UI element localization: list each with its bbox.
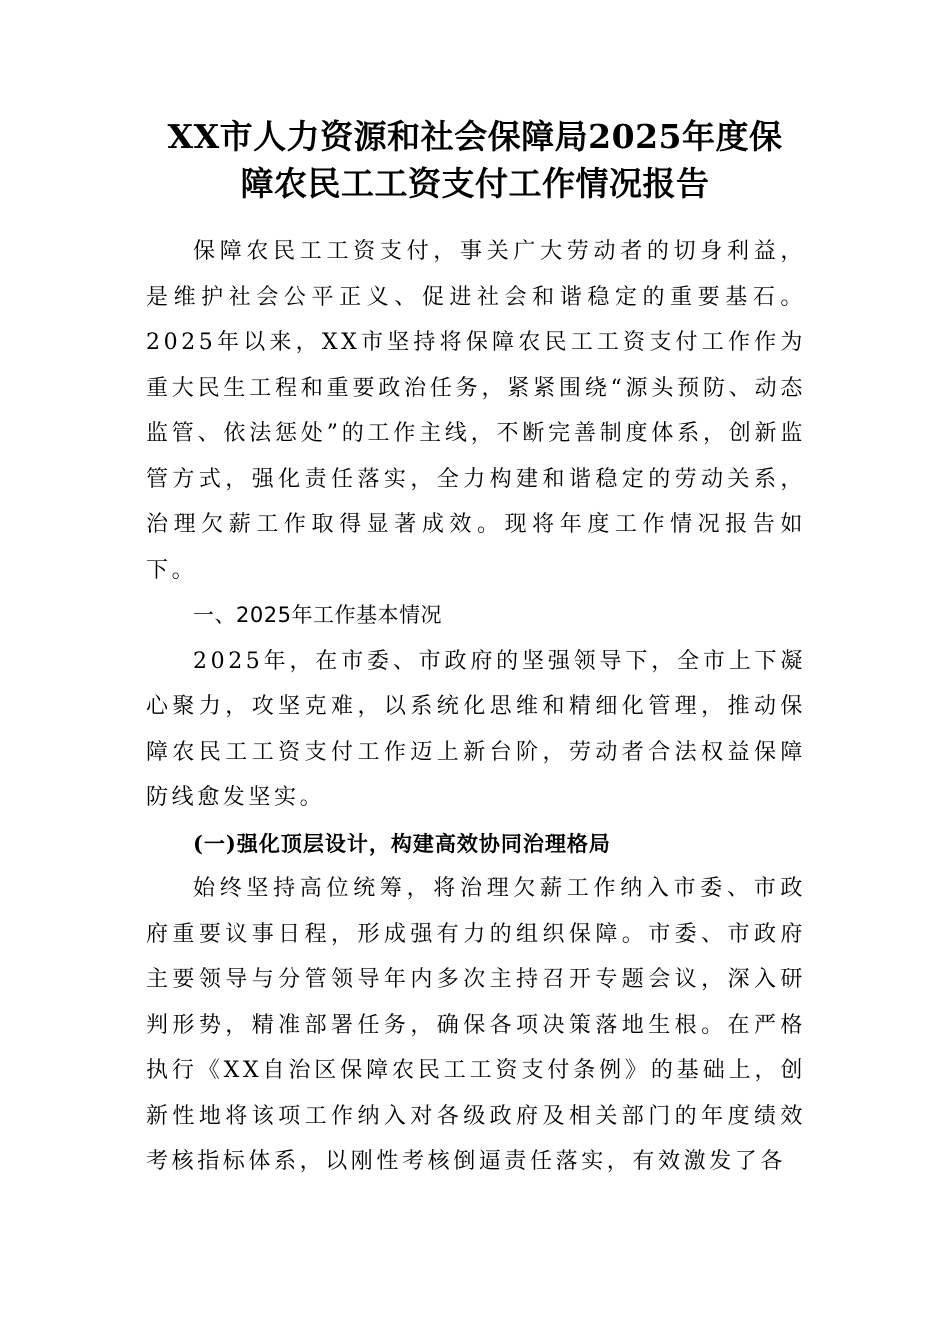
subsection-1-paragraph: 始终坚持高位统筹，将治理欠薪工作纳入市委、市政府重要议事日程，形成强有力的组织保障。市委、市政府主要领导与分管领导年内多次主持召开专题会议，深入研判形势，精准部署任务，确保各项决策落地生根。在严格执行《XX自治区保障农民工工资支付条例》的基础上，创新性地将该项工作纳入对各级政府及相关部门的年度绩效考核指标体系，以刚性考核倒逼责任落实，有效激发了各 bbox=[146, 876, 806, 1174]
section-heading-1: 一、2025年工作基本情况 bbox=[193, 603, 442, 627]
subsection-heading-1: (一)强化顶层设计，构建高效协同治理格局 bbox=[193, 830, 611, 856]
document-title-line-2: 障农民工工资支付工作情况报告 bbox=[240, 164, 710, 203]
document-title-line-1: XX市人力资源和社会保障局2025年度保 bbox=[167, 117, 783, 156]
document-title bbox=[140, 113, 810, 207]
section-1-paragraph: 2025年，在市委、市政府的坚强领导下，全市上下凝心聚力，攻坚克难，以系统化思维和精细化管理，推动保障农民工工资支付工作迈上新台阶，劳动者合法权益保障防线愈发坚实。 bbox=[146, 648, 806, 810]
document-body bbox=[146, 229, 806, 1185]
intro-paragraph: 保障农民工工资支付，事关广大劳动者的切身利益，是维护社会公平正义、促进社会和谐稳定的重要基石。2025年以来，XX市坚持将保障农民工工资支付工作作为重大民生工程和重要政治任务，紧紧围绕“源头预防、动态监管、依法惩处”的工作主线，不断完善制度体系，创新监管方式，强化责任落实，全力构建和谐稳定的劳动关系，治理欠薪工作取得显著成效。现将年度工作情况报告如下。 bbox=[146, 239, 806, 583]
